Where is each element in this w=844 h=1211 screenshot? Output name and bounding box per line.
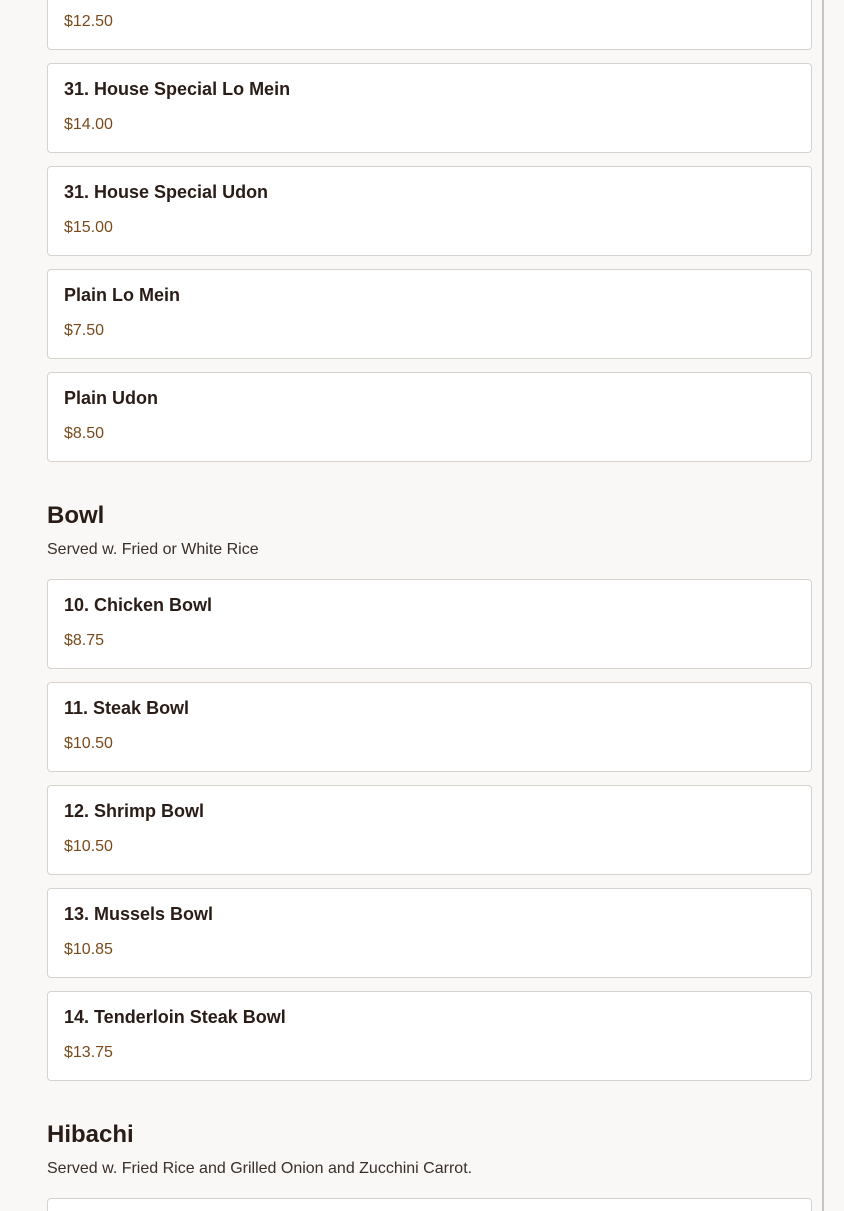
section-description-hibachi: Served w. Fried Rice and Grilled Onion and Zucchini Carrot. — [47, 1160, 473, 1177]
menu-item-price: $10.50 — [64, 838, 113, 855]
menu-item-name: Plain Udon — [64, 388, 158, 408]
menu-item-card[interactable] — [47, 888, 812, 978]
menu-item-price: $8.50 — [64, 425, 105, 442]
menu-item-name: 11. Steak Bowl — [64, 698, 190, 718]
scrollbar-divider — [822, 0, 824, 1211]
section-title-bowl: Bowl — [47, 502, 105, 529]
menu-item-price: $8.75 — [64, 632, 105, 649]
section-title-hibachi: Hibachi — [47, 1121, 134, 1148]
menu-item-card[interactable] — [47, 991, 812, 1081]
menu-item-card[interactable] — [47, 579, 812, 669]
menu-item-card[interactable] — [47, 682, 812, 772]
menu-item-price: $12.50 — [64, 13, 113, 30]
menu-item-card[interactable] — [47, 1198, 812, 1211]
menu-item-name: 31. House Special Lo Mein — [64, 79, 291, 99]
menu-item-name: 10. Chicken Bowl — [64, 595, 213, 615]
menu-item-card[interactable] — [47, 166, 812, 256]
menu-item-name: 31. House Special Udon — [64, 182, 269, 202]
menu-item-card[interactable] — [47, 0, 812, 50]
menu-item-price: $7.50 — [64, 322, 105, 339]
menu-item-card[interactable] — [47, 269, 812, 359]
menu-item-name: 14. Tenderloin Steak Bowl — [64, 1007, 286, 1027]
section-description-bowl: Served w. Fried or White Rice — [47, 541, 259, 558]
menu-item-card[interactable] — [47, 372, 812, 462]
menu-item-name: Plain Lo Mein — [64, 285, 181, 305]
menu-item-card[interactable] — [47, 785, 812, 875]
menu-item-price: $15.00 — [64, 219, 113, 236]
menu-item-name: 13. Mussels Bowl — [64, 904, 214, 924]
menu-item-price: $14.00 — [64, 116, 113, 133]
menu-item-card[interactable] — [47, 63, 812, 153]
menu-item-price: $10.50 — [64, 735, 113, 752]
menu-item-price: $10.85 — [64, 941, 113, 958]
menu-item-name: 12. Shrimp Bowl — [64, 801, 205, 821]
menu-item-price: $13.75 — [64, 1044, 113, 1061]
